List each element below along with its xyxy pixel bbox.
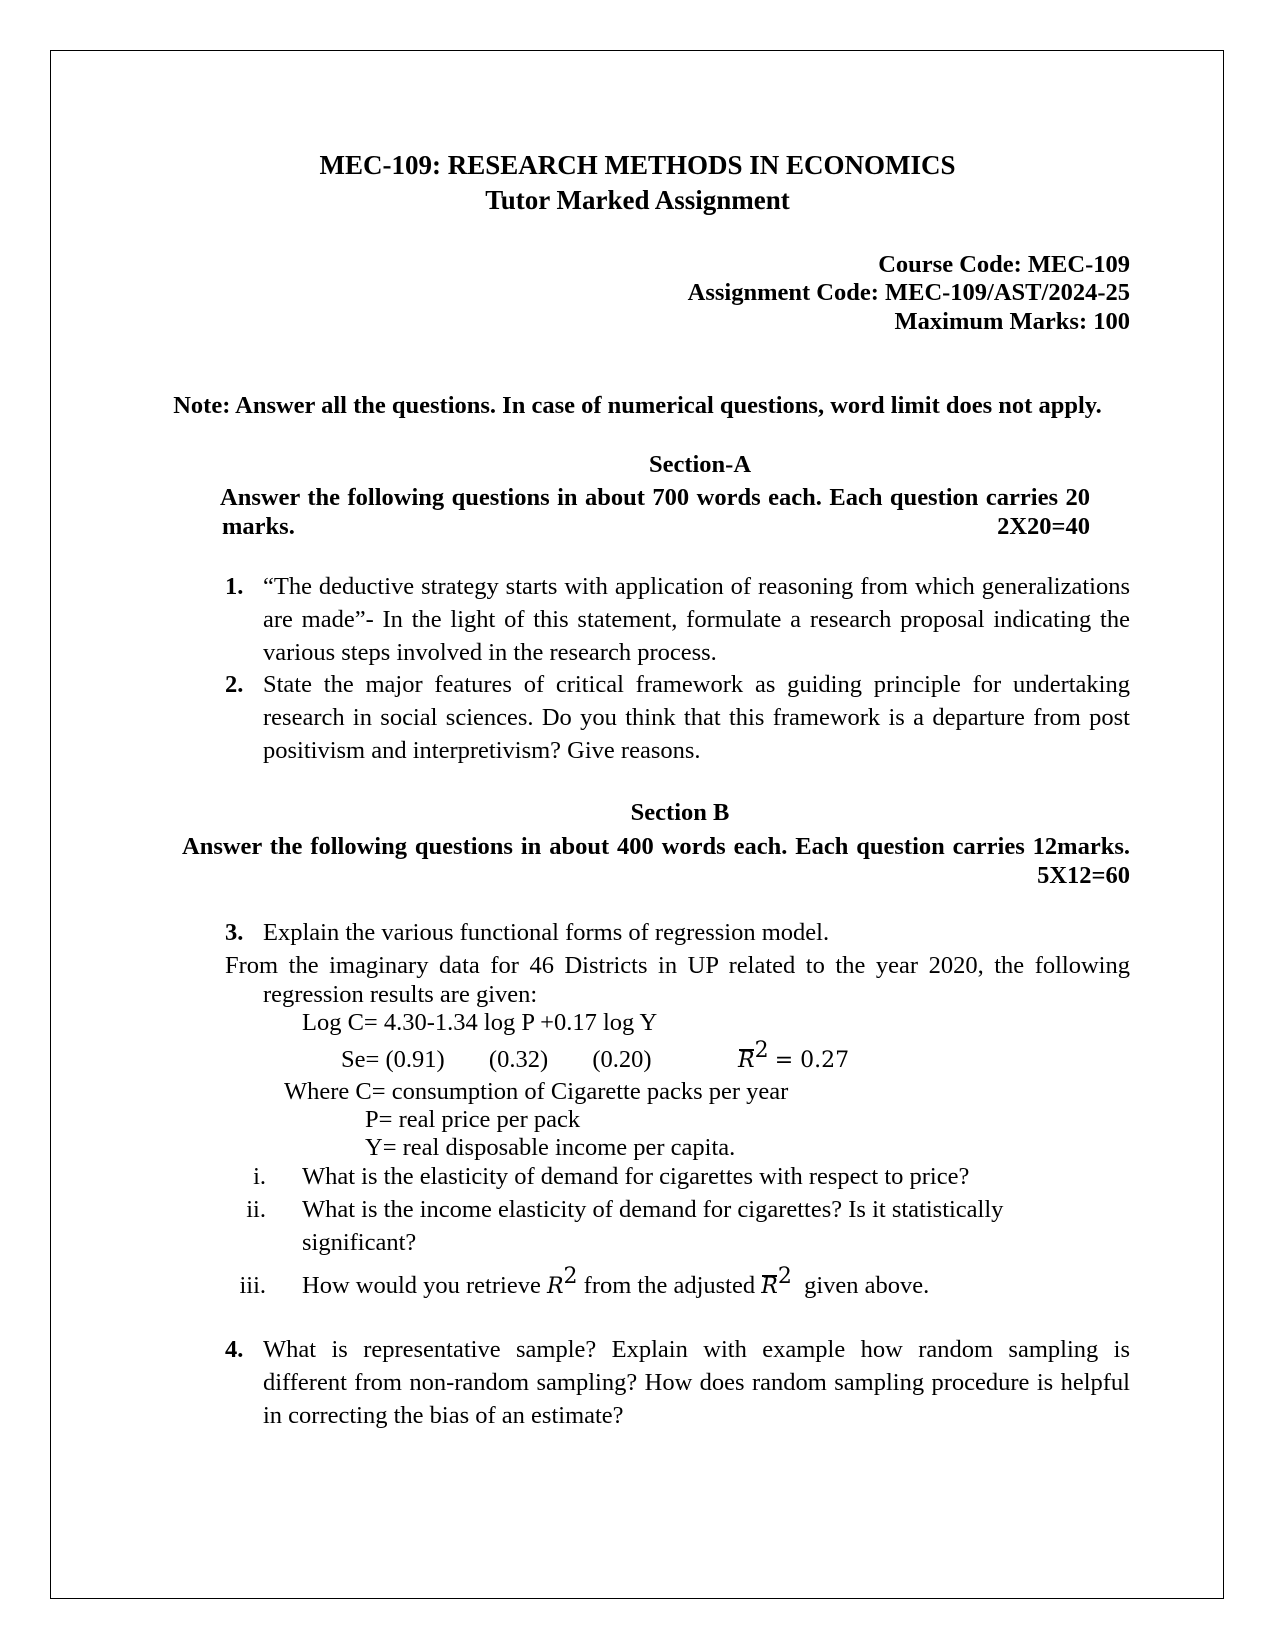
se-value: (0.91) xyxy=(385,1046,445,1073)
assignment-code: Assignment Code: MEC-109/AST/2024-25 xyxy=(687,279,1130,306)
r-squared-symbol: R xyxy=(546,1274,564,1299)
question-number: 3. xyxy=(225,919,244,946)
question-text-line: different from non-random sampling? How does random sampling procedure is helpful xyxy=(263,1369,1130,1396)
sub-question-numeral: iii. xyxy=(239,1272,266,1299)
question-number: 1. xyxy=(225,573,244,600)
course-code: Course Code: MEC-109 xyxy=(878,251,1130,278)
question-number: 2. xyxy=(225,671,244,698)
adjusted-r-squared: $R^2 = 0.27$ xyxy=(738,1038,850,1073)
sub-question-text: How would you retrieve $R^2$ from the adjusted $R^2$ given above. xyxy=(302,1264,930,1299)
variable-definition-c: Where C= consumption of Cigarette packs per year xyxy=(284,1078,789,1105)
question-text-line: What is representative sample? Explain with example how random sampling is xyxy=(263,1336,1130,1363)
question-number: 4. xyxy=(225,1336,244,1363)
question-text-line: State the major features of critical framework as guiding principle for undertaking xyxy=(263,671,1130,698)
question-intro-line: regression results are given: xyxy=(263,981,538,1008)
r-bar-symbol: R xyxy=(761,1274,778,1299)
se-value: (0.20) xyxy=(592,1046,652,1073)
section-a-instruction: Answer the following questions in about 700 words each. Each question carries 20 xyxy=(220,484,1090,511)
section-b-heading: Section B xyxy=(630,799,730,826)
sub-question-text: What is the income elasticity of demand for cigarettes? Is it statistically xyxy=(302,1196,1004,1223)
section-a-instruction-cont: marks. xyxy=(222,513,295,540)
regression-equation: Log C= 4.30-1.34 log P +0.17 log Y xyxy=(302,1009,658,1036)
document-subtitle: Tutor Marked Assignment xyxy=(485,185,790,215)
question-intro-line: From the imaginary data for 46 Districts in UP related to the year 2020, the following xyxy=(225,952,1130,979)
document-title: MEC-109: RESEARCH METHODS IN ECONOMICS xyxy=(319,150,956,180)
question-text-line: positivism and interpretivism? Give reasons. xyxy=(263,737,701,764)
question-text-line: are made”- In the light of this statement, formulate a research proposal indicating the xyxy=(263,606,1130,633)
question-text-line: “The deductive strategy starts with application of reasoning from which generalizations xyxy=(263,573,1130,600)
variable-definition-y: Y= real disposable income per capita. xyxy=(365,1134,736,1161)
sub-question-numeral: ii. xyxy=(246,1196,266,1223)
maximum-marks: Maximum Marks: 100 xyxy=(894,308,1130,335)
section-a-marks: 2X20=40 xyxy=(997,513,1090,540)
standard-errors xyxy=(341,1048,652,1073)
sub-question-numeral: i. xyxy=(253,1163,266,1190)
question-text-line: various steps involved in the research process. xyxy=(263,639,717,666)
se-value: (0.32) xyxy=(488,1046,549,1073)
section-b-instruction: Answer the following questions in about 400 words each. Each question carries 12marks. xyxy=(182,833,1130,860)
note: Note: Answer all the questions. In case of numerical questions, word limit does not apply. xyxy=(173,392,1102,419)
sub-question-text: significant? xyxy=(302,1229,417,1256)
variable-definition-p: P= real price per pack xyxy=(365,1106,581,1133)
sub-question-text: What is the elasticity of demand for cigarettes with respect to price? xyxy=(302,1163,970,1190)
question-text-line: Explain the various functional forms of regression model. xyxy=(263,919,830,946)
question-text-line: in correcting the bias of an estimate? xyxy=(263,1402,624,1429)
r-bar-value: = 0.27 xyxy=(774,1048,850,1073)
section-b-marks: 5X12=60 xyxy=(1037,862,1130,889)
r-bar-symbol: R xyxy=(738,1048,755,1073)
se-label: Se= xyxy=(341,1046,380,1073)
section-a-heading: Section-A xyxy=(648,451,752,478)
question-text-line: research in social sciences. Do you think that this framework is a departure from post xyxy=(263,704,1130,731)
